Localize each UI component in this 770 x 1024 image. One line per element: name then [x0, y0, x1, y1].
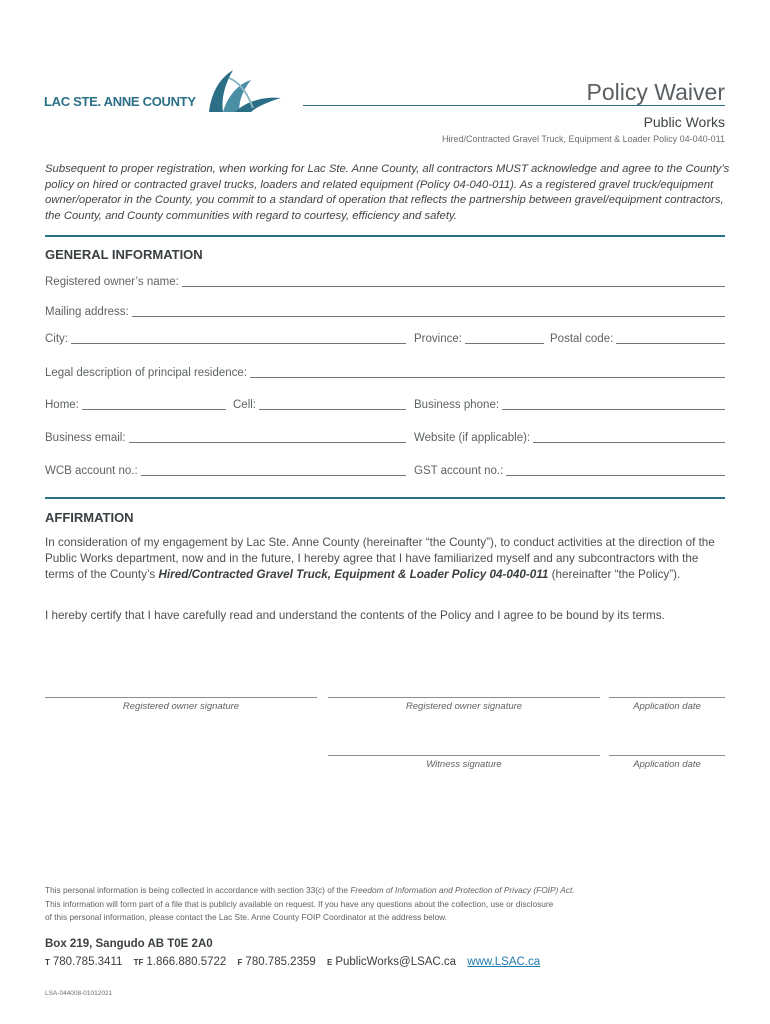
postal-code-label: Postal code: — [550, 333, 616, 345]
owner-signature-line-1[interactable] — [45, 697, 317, 698]
affirmation-text-start: In consideration of my engagement by Lac Ste. Anne County (hereinafter “the County”), to conduct activities at the direction of the Public Works department, now and in the future, I hereby agree that I have familiarized myself and any subcontractors with the terms of the County’s — [45, 536, 715, 582]
email-key: E — [326, 958, 333, 967]
city-field[interactable] — [45, 343, 406, 344]
application-date-line-2[interactable] — [609, 755, 725, 756]
affirmation-text-end: (hereinafter “the Policy”). — [548, 568, 681, 582]
section-divider — [45, 497, 725, 499]
affirmation-text — [45, 535, 730, 584]
application-date-line-1[interactable] — [609, 697, 725, 698]
section-divider — [45, 235, 725, 237]
general-information-heading: GENERAL INFORMATION — [45, 247, 203, 262]
wcb-account-label: WCB account no.: — [45, 465, 141, 477]
form-code: LSA-044008-01012021 — [45, 990, 113, 997]
website-link[interactable]: www.LSAC.ca — [467, 956, 541, 968]
contact-info — [45, 956, 540, 968]
website-label: Website (if applicable): — [414, 432, 533, 444]
business-phone-label: Business phone: — [414, 399, 502, 411]
foip-act-name: Freedom of Information and Protection of Privacy (FOIP) Act. — [350, 885, 575, 895]
foip-line-2: This information will form part of a file that is publicly available on request. If you have any questions about the collection, use or disclosure — [45, 898, 554, 909]
department-name: Public Works — [643, 114, 725, 130]
fax-key: F — [237, 958, 243, 967]
toll-free-key: TF — [133, 958, 144, 967]
mailing-address-label: Mailing address: — [45, 306, 132, 318]
mailing-address: Box 219, Sangudo AB T0E 2A0 — [45, 938, 213, 950]
city-label: City: — [45, 333, 71, 345]
county-logo-text: LAC STE. ANNE COUNTY — [44, 94, 196, 109]
telephone-number[interactable]: 780.785.3411 — [52, 956, 123, 968]
mailing-address-field[interactable] — [45, 316, 725, 317]
foip-notice — [45, 884, 735, 925]
witness-signature-label: Witness signature — [426, 759, 502, 770]
document-title: Policy Waiver — [586, 79, 725, 105]
toll-free-number[interactable]: 1.866.880.5722 — [146, 956, 227, 968]
fax-number: 780.785.2359 — [245, 956, 316, 968]
witness-signature-line[interactable] — [328, 755, 600, 756]
home-phone-label: Home: — [45, 399, 82, 411]
email-address[interactable]: PublicWorks@LSAC.ca — [335, 956, 457, 968]
foip-line-3: of this personal information, please contact the Lac Ste. Anne County FOIP Coordinator at the address below. — [45, 912, 448, 923]
application-date-label-1: Application date — [633, 701, 701, 712]
cell-phone-label: Cell: — [233, 399, 259, 411]
business-email-label: Business email: — [45, 432, 129, 444]
owner-signature-label-2: Registered owner signature — [405, 701, 523, 712]
owner-signature-label-1: Registered owner signature — [122, 701, 240, 712]
owner-name-label: Registered owner’s name: — [45, 276, 182, 288]
foip-line-1: This personal information is being collected in accordance with section 33(c) of the — [45, 885, 351, 895]
gst-account-label: GST account no.: — [414, 465, 506, 477]
policy-reference: Hired/Contracted Gravel Truck, Equipment & Loader Policy 04-040-011 — [442, 134, 725, 144]
county-logo-icon — [205, 68, 283, 114]
application-date-label-2: Application date — [633, 759, 701, 770]
intro-paragraph: Subsequent to proper registration, when working for Lac Ste. Anne County, all contractors MUST acknowledge and agree to the County’s policy on hired or contracted gravel trucks, loaders and related equipment (Policy 04-040-011). As a registered gravel truck/equipment owner/operator in the County, you commit to a standard of operation that reflects the partnership between gravel/equipment contractors, the County, and County communities with regard to courtesy, efficiency and safety. — [45, 163, 730, 223]
certification-statement: I hereby certify that I have carefully read and understand the contents of the Policy and I agree to be bound by its terms. — [45, 609, 665, 622]
telephone-key: T — [45, 958, 50, 967]
policy-name: Hired/Contracted Gravel Truck, Equipment & Loader Policy 04-040-011 — [158, 568, 549, 582]
province-label: Province: — [414, 333, 465, 345]
legal-description-label: Legal description of principal residence: — [45, 367, 250, 379]
affirmation-heading: AFFIRMATION — [45, 510, 134, 525]
owner-signature-line-2[interactable] — [328, 697, 600, 698]
